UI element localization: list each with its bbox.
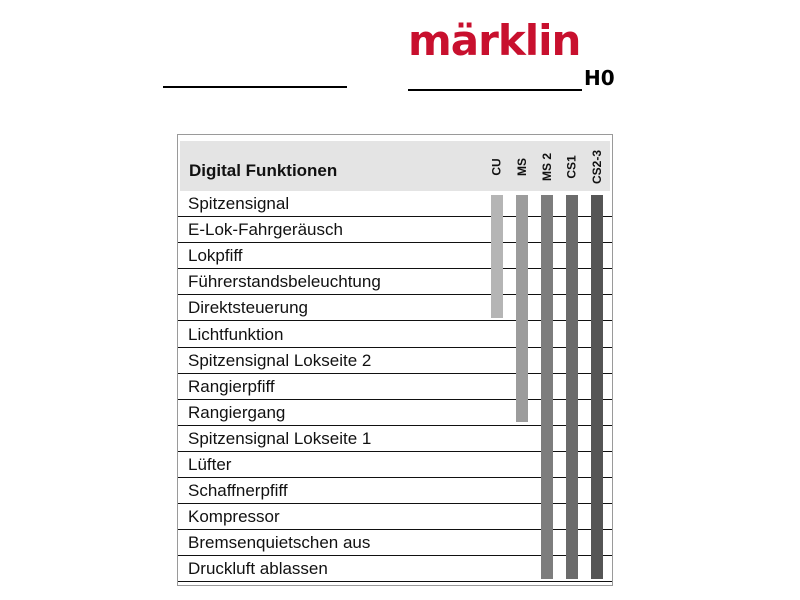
support-bar-cu [491,195,503,318]
function-label: Spitzensignal Lokseite 2 [188,350,372,370]
function-label: Spitzensignal [188,194,290,214]
function-label: Lüfter [188,455,232,475]
column-header-cs2-3: CS2-3 [590,149,605,185]
function-label: Lokpfiff [188,246,243,266]
function-label: Direktsteuerung [188,298,309,318]
function-label: Schaffnerpfiff [188,481,288,501]
function-label: Druckluft ablassen [188,559,328,579]
scale-label: H0 [584,66,615,90]
function-label: Kompressor [188,507,280,527]
column-header-cu: CU [490,158,504,176]
function-label: Führerstandsbeleuchtung [188,272,381,292]
function-label: Rangiergang [188,402,286,422]
support-bar-ms2 [541,195,553,579]
blank-line-right [408,89,582,91]
table-title: Digital Funktionen [189,161,338,180]
support-bar-ms [516,195,528,422]
marklin-logo: märklin [408,16,581,65]
support-bar-cs2-3 [591,195,603,579]
digital-functions-table [177,134,613,586]
blank-line-left [163,86,347,88]
column-header-cs1: CS1 [565,155,579,179]
function-label: Lichtfunktion [188,324,284,344]
function-label: Spitzensignal Lokseite 1 [188,428,372,448]
column-header-ms: MS [515,158,529,176]
column-header-ms2: MS 2 [540,152,555,182]
function-label: Bremsenquietschen aus [188,533,371,553]
function-label: Rangierpfiff [188,376,275,396]
function-label: E-Lok-Fahrgeräusch [188,220,343,240]
support-bar-cs1 [566,195,578,579]
